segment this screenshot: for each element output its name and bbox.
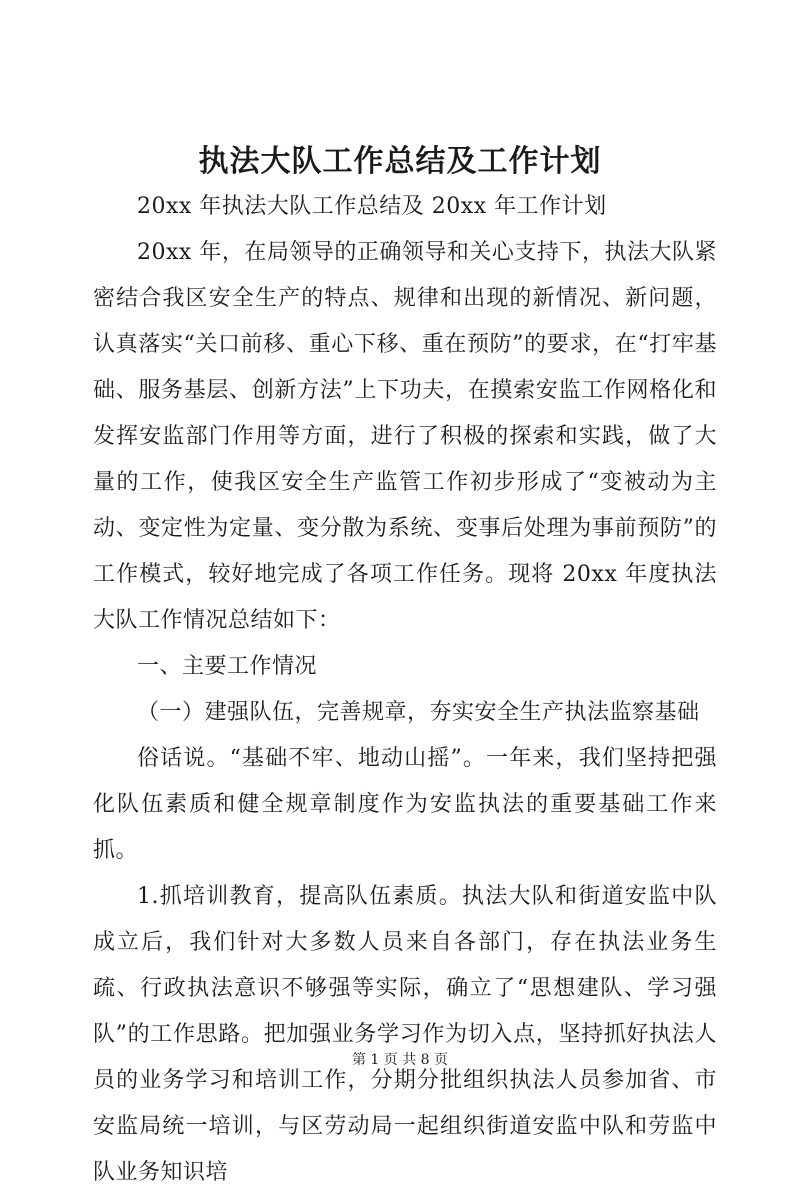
subsection-heading: （一）建强队伍，完善规章，夯实安全生产执法监察基础 bbox=[137, 700, 700, 725]
paragraph-foundation: 俗话说。“基础不牢、地动山摇”。一年来，我们坚持把强化队伍素质和健全规章制度作为安监执法的重要基础工作来抓。 bbox=[93, 746, 717, 863]
document-title: 执法大队工作总结及工作计划 bbox=[198, 144, 602, 179]
paragraph-subtitle: 20xx 年执法大队工作总结及 20xx 年工作计划 bbox=[137, 194, 607, 219]
paragraph-intro: 20xx 年，在局领导的正确领导和关心支持下，执法大队紧密结合我区安全生产的特点、规律和出现的新情况、新问题，认真落实“关口前移、重心下移、重在预防”的要求，在“打牢基础、服务基层、创新方法”上下功夫，在摸索安监工作网格化和发挥安监部门作用等方面，进行了积极的探索和实践，做了大量的工作，使我区安全生产监管工作初步形成了“变被动为主动、变定性为定量、变分散为系统、变事后处理为事前预防”的工作模式，较好地完成了各项工作任务。现将 20xx 年度执法大队工作情况总结如下： bbox=[93, 240, 717, 633]
section-heading: 一、主要工作情况 bbox=[137, 654, 318, 679]
document-body bbox=[93, 184, 717, 1196]
paragraph-training: 1.抓培训教育，提高队伍素质。执法大队和街道安监中队成立后，我们针对大多数人员来自各部门，存在执法业务生疏、行政执法意识不够强等实际，确立了“思想建队、学习强队”的工作思路。把加强业务学习作为切入点，坚持抓好执法人员的业务学习和培训工作，分期分批组织执法人员参加省、市安监局统一培训，与区劳动局一起组织街道安监中队和劳监中队业务知识培 bbox=[93, 884, 717, 1185]
page-footer: 第 1 页 共 8 页 bbox=[351, 1052, 449, 1068]
